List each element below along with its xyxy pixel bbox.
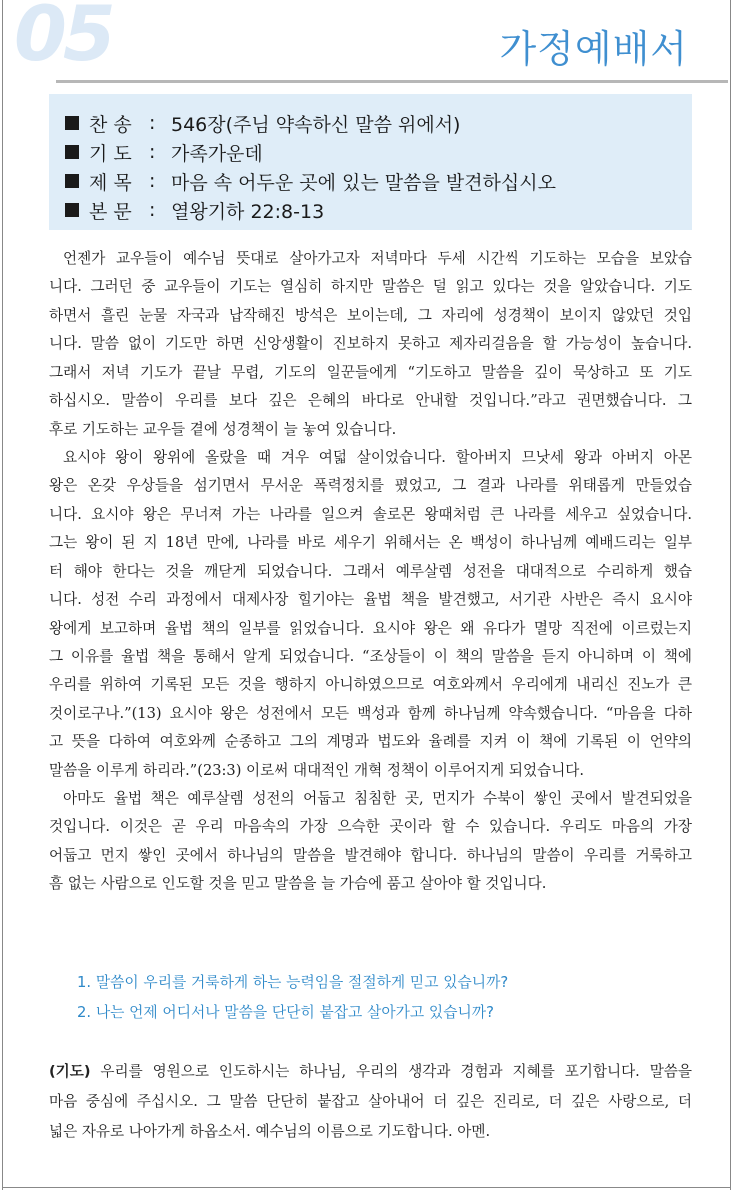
- frame-left-border: [2, 0, 3, 1190]
- info-value: 546장(주님 약속하신 말씀 위에서): [171, 113, 461, 136]
- reflection-questions: [77, 968, 697, 1028]
- text-line: 고 뜻을 다하여 여호와께 순종하고 그의 계명과 법도와 율례를 지켜 이 책에 기록된 이 언약의: [49, 733, 692, 751]
- text-line: 왕은 온갖 우상들을 섬기면서 무서운 폭력정치를 폈었고, 그 결과 나라를 위태롭게 만들었습: [49, 477, 692, 495]
- section-title: 가정예배서: [499, 27, 688, 71]
- text-line: 왕에게 보고하며 율법 책의 일부를 읽었습니다. 요시야 왕은 왜 유다가 멸망 직전에 이르렀는지: [49, 619, 692, 637]
- text-line: 언젠가 교우들이 예수님 뜻대로 살아가고자 저녁마다 두세 시간씩 기도하는 모습을 보았습: [63, 250, 692, 267]
- square-bullet-icon: [65, 116, 79, 130]
- info-value: 마음 속 어두운 곳에 있는 말씀을 발견하십시오: [171, 171, 556, 194]
- title-divider: [56, 80, 728, 83]
- question-item: 2. 나는 언제 어디서나 말씀을 단단히 붙잡고 살아가고 있습니까?: [77, 1004, 494, 1021]
- sermon-paragraph-2: [49, 444, 692, 785]
- text-line: 후로 기도하는 교우들 곁에 성경책이 늘 놓여 있습니다.: [49, 420, 397, 438]
- text-line: 니다. 성전 수리 과정에서 대제사장 힐기야는 율법 책을 발견했고, 서기관 사반은 즉시 요시야: [49, 591, 692, 609]
- square-bullet-icon: [65, 145, 79, 159]
- text-line: 것입니다. 이것은 곧 우리 마음속의 가장 으슥한 곳이라 할 수 있습니다. 우리도 마음의 가장: [49, 818, 692, 836]
- text-line: 니다. 요시야 왕은 무너져 가는 나라를 일으켜 솔로몬 왕때처럼 큰 나라를 세우고 싶었습니다.: [49, 505, 692, 523]
- closing-prayer: [49, 1057, 692, 1147]
- frame-bottom-border: [2, 1187, 731, 1188]
- worship-info-box: [49, 94, 692, 230]
- text-line: 아마도 율법 책은 예루살렘 성전의 어둡고 침침한 곳, 먼지가 수북이 쌓인 곳에서 발견되었을: [63, 790, 692, 807]
- text-line: 그래서 저녁 기도가 끝날 무렵, 기도의 일꾼들에게 “기도하고 말씀을 깊이 묵상하고 또 기도: [49, 363, 692, 381]
- info-label: 찬 송: [89, 113, 132, 136]
- text-line: 하면서 흘린 눈물 자국과 납작해진 방석은 보이는데, 그 자리에 성경책이 보이지 않았던 것입: [49, 306, 692, 324]
- text-line: 것이로구나.”(13) 요시야 왕은 성전에서 모든 백성과 함께 하나님께 약속했습니다. “마음을 다하: [49, 704, 692, 722]
- text-line: 말씀을 이루게 하리라.”(23:3) 이로써 대대적인 개혁 정책이 이루어지게 되었습니다.: [49, 761, 585, 779]
- info-value: 가족가운데: [171, 142, 263, 165]
- info-label: 본 문: [89, 200, 132, 223]
- info-label: 제 목: [89, 171, 132, 194]
- prayer-line: 마음 중심에 주십시오. 그 말씀 단단히 붙잡고 살아내어 더 깊은 진리로, 더 깊은 사랑으로, 더: [49, 1093, 692, 1110]
- sermon-paragraph-1: [49, 245, 692, 444]
- text-line: 어둡고 먼지 쌓인 곳에서 하나님의 말씀을 발견해야 합니다. 하나님의 말씀이 우리를 거룩하고: [49, 846, 692, 864]
- question-item: 1. 말씀이 우리를 거룩하게 하는 능력임을 절절하게 믿고 있습니까?: [77, 974, 509, 991]
- text-line: 요시야 왕이 왕위에 올랐을 때 겨우 여덟 살이었습니다. 할아버지 므낫세 왕과 아버지 아몬: [63, 449, 692, 466]
- prayer-line: [49, 1057, 692, 1087]
- text-line: 그는 왕이 된 지 18년 만에, 나라를 바로 세우기 위해서는 온 백성이 하나님께 예배드리는 일부: [49, 534, 692, 552]
- text-line: 니다. 그러던 중 교우들이 기도는 열심히 하지만 말씀은 덜 읽고 있다는 것을 알았습니다. 기도: [49, 278, 692, 296]
- text-line: 터 해야 한다는 것을 깨닫게 되었습니다. 그래서 예루살렘 성전을 대대적으로 수리하게 했습: [49, 562, 692, 580]
- frame-right-border: [730, 0, 731, 1190]
- info-row-scripture: [65, 195, 324, 225]
- info-row-subject: [65, 166, 556, 196]
- info-colon: :: [149, 199, 156, 221]
- page-number: 05: [14, 0, 112, 78]
- text-line: 하십시오. 말씀이 우리를 보다 깊은 은혜의 바다로 안내할 것입니다.”라고 권면했습니다. 그: [49, 392, 692, 410]
- text-line: 흠 없는 사람으로 인도할 것을 믿고 말씀을 늘 가슴에 품고 살아야 할 것입니다.: [49, 875, 547, 893]
- info-colon: :: [149, 112, 156, 134]
- square-bullet-icon: [65, 203, 79, 217]
- text-line: 니다. 말씀 없이 기도만 하면 신앙생활이 진보하지 못하고 제자리걸음을 할 가능성이 높습니다.: [49, 335, 692, 353]
- info-row-prayer: [65, 137, 263, 167]
- info-label: 기 도: [89, 142, 132, 165]
- info-colon: :: [149, 170, 156, 192]
- text-line: 우리를 위하여 기록된 모든 것을 행하지 아니하였으므로 여호와께서 우리에게 내리신 진노가 큰: [49, 676, 692, 694]
- square-bullet-icon: [65, 174, 79, 188]
- prayer-text: 우리를 영원으로 인도하시는 하나님, 우리의 생각과 경험과 지혜를 포기합니다. 말씀을: [90, 1063, 692, 1080]
- info-row-hymn: [65, 108, 460, 138]
- prayer-label: (기도): [49, 1063, 91, 1080]
- sermon-paragraph-3: [49, 785, 692, 899]
- prayer-line: 넓은 자유로 나아가게 하옵소서. 예수님의 이름으로 기도합니다. 아멘.: [49, 1123, 491, 1140]
- info-value: 열왕기하 22:8-13: [171, 200, 325, 223]
- info-colon: :: [149, 141, 156, 163]
- text-line: 그 이유를 율법 책을 통해서 알게 되었습니다. “조상들이 이 책의 말씀을 듣지 아니하며 이 책에: [49, 647, 692, 665]
